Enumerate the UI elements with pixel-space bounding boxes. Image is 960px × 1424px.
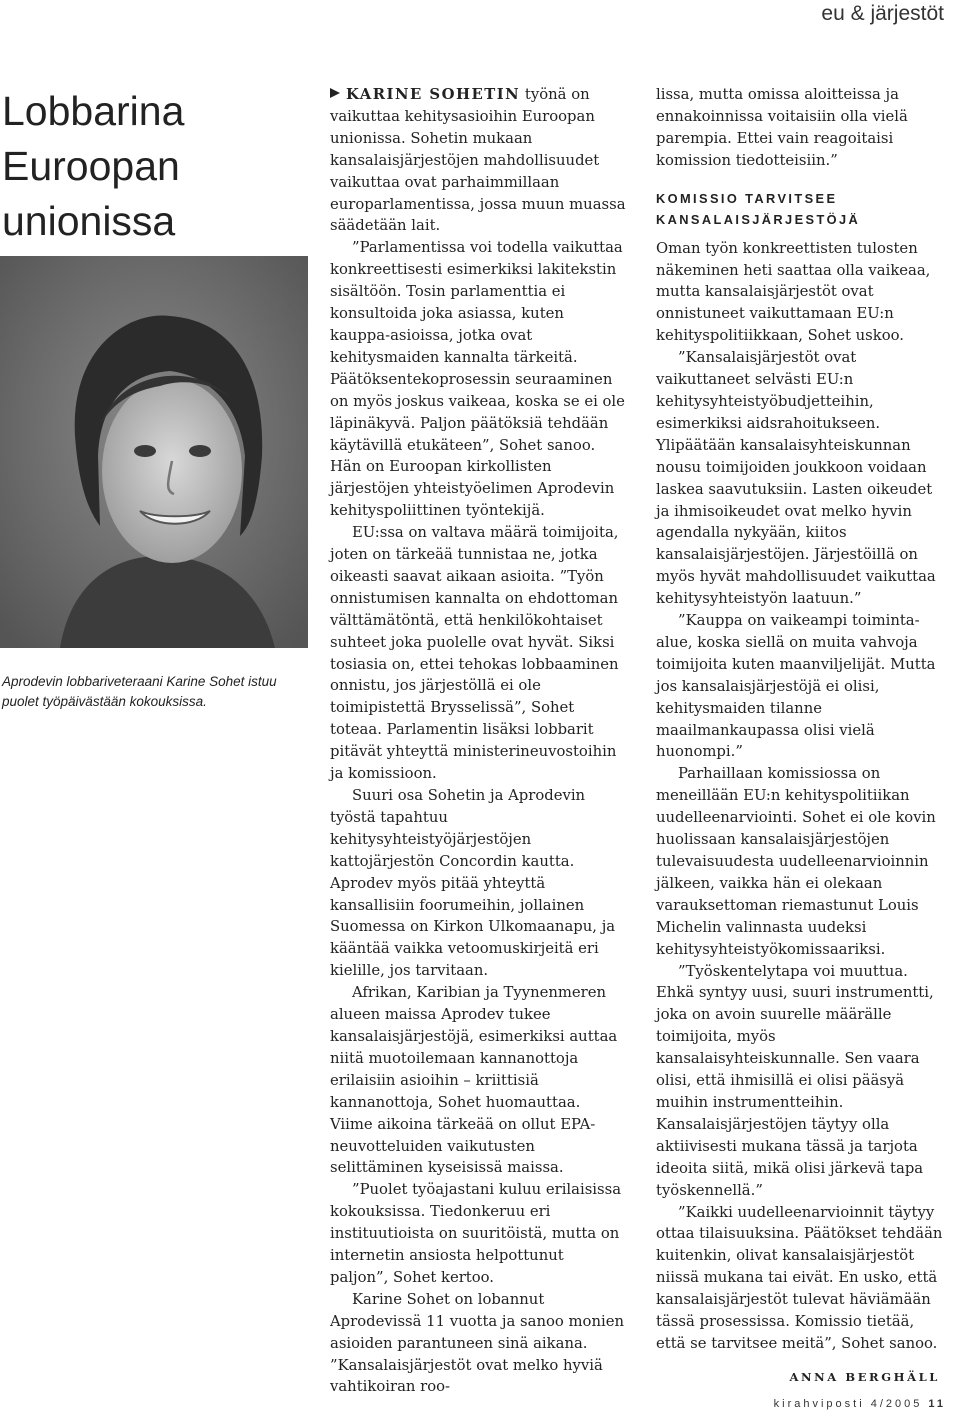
body-paragraph: ”Parlamentissa voi todella vaikuttaa konkreettisesti esimerkiksi lakitekstin sisältöön. Tosin parlamenttia ei konsultoida joka asiassa, kuten kauppa-asioissa, jotka ovat kehitysmaiden kannalta tärkeitä. Päätöksentekoprosessin seuraaminen on myös joskus vaikeaa, koska se ei ole läpinäkyvä. Paljon päätöksiä tehdään käytävillä etukäteen”, Sohet sanoo. Hän on Euroopan kirkollisten järjestöjen yhteistyöelimen Aprodevin kehityspoliittinen työntekijä. (330, 239, 625, 520)
headline-line: Euroopan (2, 143, 180, 189)
body-paragraph: ”Kaikki uudelleenarvioinnit täytyy ottaa tilaisuuksina. Päätökset tehdään kuitenkin, olivat kansalaisjärjestöt niissä mukana tai eivät. En usko, että kansalaisjärjestöt tulevat häviämään tässä prosessissa. Komissio tietää, että se tarvitsee meitä”, Sohet sanoo. (656, 1203, 943, 1352)
body-paragraph: Suuri osa Sohetin ja Aprodevin työstä tapahtuu kehitysyhteistyöjärjestöjen kattojärjestön Concordin kautta. Aprodev myös pitää yhteyttä kansallisiin foorumeihin, jollainen Suomessa on Kirkon Ulkomaanapu, ja kääntää vaikka vetoomuskirjeitä eri kielille, jos tarvitaan. (330, 787, 616, 980)
article-column-1 (330, 84, 626, 1398)
body-paragraph: Karine Sohet on lobannut Aprodevissä 11 vuotta ja sanoo monien asioiden parantuneen sinä aikana. ”Kansalaisjärjestöt ovat melko hyviä vahtikoiran roo- (330, 1290, 624, 1396)
body-paragraph: ”Kansalaisjärjestöt ovat vaikuttaneet selvästi EU:n kehitysyhteistyöbudjetteihin, esimerkiksi aidsrahoitukseen. Ylipäätään kansalaisyhteiskunnan nousu toimijoiden joukkoon voidaan laskea saavutuksiin. Lasten oikeudet ja ihmisoikeudet ovat melko hyvin agendalla nykyään, kiitos kansalaisjärjestöjen. Järjestöillä on myös hyvät mahdollisuudet vaikuttaa kehitysyhteistyön laatuun.” (656, 349, 936, 608)
article-column-2 (656, 84, 946, 1389)
subheading (656, 188, 946, 230)
section-tag: eu & järjestöt (821, 2, 944, 25)
portrait-photo (0, 256, 308, 648)
headline-line: unionissa (2, 198, 176, 244)
article-headline (2, 84, 302, 249)
portrait-illustration (0, 256, 308, 648)
subheading-line: KANSALAISJÄRJESTÖJÄ (656, 211, 861, 227)
page-footer (774, 1398, 946, 1410)
arrow-right-icon (330, 88, 340, 98)
publication-name: kirahviposti 4/2005 (773, 1398, 923, 1410)
body-paragraph: EU:ssa on valtava määrä toimijoita, joten on tärkeää tunnistaa ne, jotka oikeasti saavat aikaan asioita. ”Työn onnistumisen kannalta on ehdottoman välttämätöntä, että henkilökohtaiset suhteet joka puolelle ovat hyvät. Siksi tosiasia on, ettei tehokas lobbaaminen onnistu, jos järjestöllä ei ole toimipistettä Brysselissä”, Sohet toteaa. Parlamentin lisäksi lobbarit pitävät yhteyttä ministerineuvostoihin ja komissioon. (330, 524, 619, 783)
lead-paragraph (330, 84, 626, 237)
body-paragraph: Afrikan, Karibian ja Tyynenmeren alueen maissa Aprodev tukee kansalaisjärjestöjä, esimerkiksi auttaa niitä muotoilemaan kannanottoja erilaisiin asioihin – kriittisiä kannanottoja, Sohet huomauttaa. Viime aikoina tärkeää on ollut EPA-neuvotteluiden vaikutusten selittäminen kyseisissä maissa. (330, 984, 618, 1177)
body-paragraph: ”Puolet työajastani kuluu erilaisissa kokouksissa. Tiedonkeruu eri instituutioista on suuritöistä, mutta on internetin ansiosta helpottunut paljon”, Sohet kertoo. (330, 1181, 622, 1286)
lead-text: työnä on vaikuttaa kehitysasioihin Euroopan unionissa. Sohetin mukaan kansalaisjärjestöjen mahdollisuudet vaikuttaa ovat parhaimmillaan europarlamentissa, jossa muun muassa säädetään lait. (330, 86, 626, 235)
body-paragraph: Parhaillaan komissiossa on meneillään EU:n kehityspolitiikan uudelleenarviointi. Sohet ei ole kovin huolissaan kansalaisjärjestöjen tulevaisuudesta uudelleenarvioinnin jälkeen, vaikka hän ei olekaan varauksettoman riemastunut Louis Michelin valinnasta uudeksi kehitysyhteistyökomissaariksi. (656, 765, 936, 958)
page-number: 11 (928, 1398, 946, 1410)
body-paragraph-continued: lissa, mutta omissa aloitteissa ja ennakoinnissa voitaisiin olla vielä parempia. Ettei vain reagoitaisi komission tiedotteisiin.” (656, 86, 908, 169)
body-paragraph: ”Työskentelytapa voi muuttua. Ehkä syntyy uusi, suuri instrumentti, joka on avoin suurelle määrälle toimijoita, myös kansalaisyhteiskunnalle. Sen vaara olisi, että ihmisillä ei olisi pääsyä muihin instrumentteihin. Kansalaisjärjestöjen täytyy olla aktiivisesti mukana tässä ja tarjota ideoita siitä, mikä olisi järkevä tapa työskennellä.” (656, 962, 934, 1199)
subheading-line: KOMISSIO TARVITSEE (656, 190, 838, 206)
photo-caption: Aprodevin lobbariveteraani Karine Sohet istuu puolet työpäivästään kokouksissa. (2, 674, 277, 709)
body-paragraph: Oman työn konkreettisten tulosten näkeminen heti saattaa olla vaikeaa, mutta kansalaisjärjestöt ovat onnistuneet vaikuttamaan EU:n kehityspolitiikkaan, Sohet uskoo. (656, 239, 931, 345)
lead-name: KARINE SOHETIN (346, 86, 521, 103)
author-byline: ANNA BERGHÄLL (789, 1369, 940, 1384)
body-paragraph: ”Kauppa on vaikeampi toiminta-alue, koska siellä on muita vahvoja toimijoita kuten maanviljelijät. Mutta jos kansalaisjärjestöjä ei olisi, kehitysmaiden tilanne maailmankaupassa olisi vielä huonompi.” (656, 612, 936, 761)
headline-line: Lobbarina (2, 88, 185, 134)
